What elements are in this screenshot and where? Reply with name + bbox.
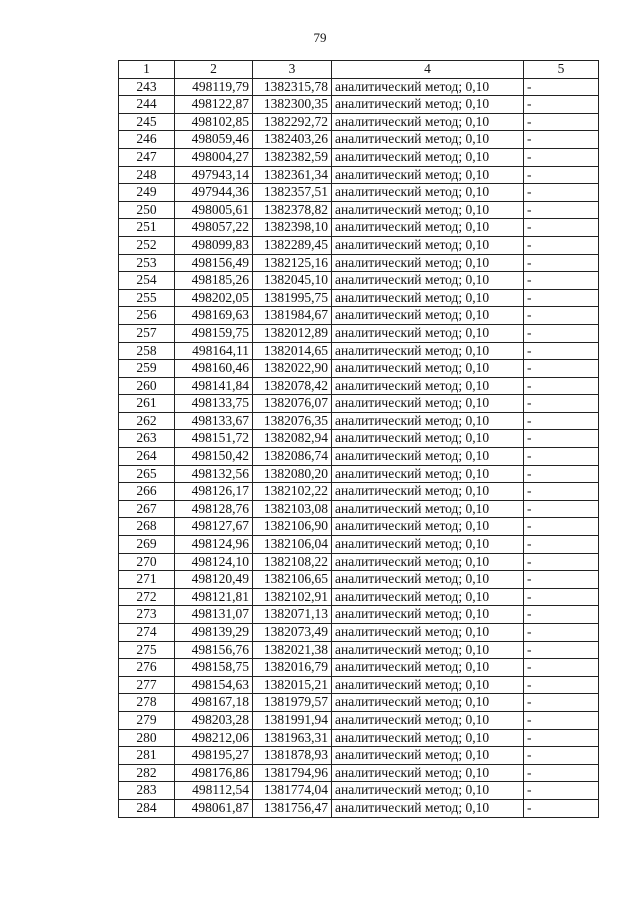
x-coordinate-cell: 498159,75: [175, 324, 253, 342]
table-body: [119, 78, 599, 817]
table-row: [119, 131, 599, 149]
method-cell: аналитический метод; 0,10: [332, 483, 524, 501]
table-row: [119, 342, 599, 360]
table-row: [119, 676, 599, 694]
point-number-cell: 249: [119, 184, 175, 202]
note-cell: -: [524, 588, 599, 606]
note-cell: -: [524, 536, 599, 554]
y-coordinate-cell: 1382315,78: [253, 78, 332, 96]
method-cell: аналитический метод; 0,10: [332, 553, 524, 571]
y-coordinate-cell: 1381774,04: [253, 782, 332, 800]
note-cell: -: [524, 694, 599, 712]
point-number-cell: 283: [119, 782, 175, 800]
table-row: [119, 324, 599, 342]
y-coordinate-cell: 1382103,08: [253, 500, 332, 518]
table-row: [119, 96, 599, 114]
y-coordinate-cell: 1382045,10: [253, 272, 332, 290]
method-cell: аналитический метод; 0,10: [332, 606, 524, 624]
x-coordinate-cell: 498133,67: [175, 412, 253, 430]
point-number-cell: 246: [119, 131, 175, 149]
method-cell: аналитический метод; 0,10: [332, 148, 524, 166]
y-coordinate-cell: 1382289,45: [253, 236, 332, 254]
y-coordinate-cell: 1382292,72: [253, 113, 332, 131]
x-coordinate-cell: 498119,79: [175, 78, 253, 96]
x-coordinate-cell: 498160,46: [175, 360, 253, 378]
point-number-cell: 258: [119, 342, 175, 360]
y-coordinate-cell: 1382012,89: [253, 324, 332, 342]
method-cell: аналитический метод; 0,10: [332, 430, 524, 448]
x-coordinate-cell: 498167,18: [175, 694, 253, 712]
x-coordinate-cell: 498126,17: [175, 483, 253, 501]
table-row: [119, 307, 599, 325]
column-header-3: 3: [253, 61, 332, 79]
point-number-cell: 280: [119, 729, 175, 747]
x-coordinate-cell: 498004,27: [175, 148, 253, 166]
note-cell: -: [524, 360, 599, 378]
y-coordinate-cell: 1382076,35: [253, 412, 332, 430]
method-cell: аналитический метод; 0,10: [332, 96, 524, 114]
note-cell: -: [524, 500, 599, 518]
x-coordinate-cell: 497944,36: [175, 184, 253, 202]
note-cell: -: [524, 782, 599, 800]
method-cell: аналитический метод; 0,10: [332, 799, 524, 817]
page-number: 79: [313, 30, 327, 45]
note-cell: -: [524, 219, 599, 237]
table-row: [119, 641, 599, 659]
point-number-cell: 250: [119, 201, 175, 219]
x-coordinate-cell: 498195,27: [175, 747, 253, 765]
method-cell: аналитический метод; 0,10: [332, 166, 524, 184]
table-row: [119, 747, 599, 765]
point-number-cell: 276: [119, 659, 175, 677]
table-row: [119, 606, 599, 624]
x-coordinate-cell: 498169,63: [175, 307, 253, 325]
note-cell: -: [524, 166, 599, 184]
method-cell: аналитический метод; 0,10: [332, 711, 524, 729]
point-number-cell: 247: [119, 148, 175, 166]
y-coordinate-cell: 1382014,65: [253, 342, 332, 360]
method-cell: аналитический метод; 0,10: [332, 395, 524, 413]
note-cell: -: [524, 96, 599, 114]
point-number-cell: 272: [119, 588, 175, 606]
point-number-cell: 265: [119, 465, 175, 483]
method-cell: аналитический метод; 0,10: [332, 131, 524, 149]
x-coordinate-cell: 498156,76: [175, 641, 253, 659]
table-row: [119, 799, 599, 817]
point-number-cell: 255: [119, 289, 175, 307]
method-cell: аналитический метод; 0,10: [332, 360, 524, 378]
note-cell: -: [524, 553, 599, 571]
table-row: [119, 254, 599, 272]
point-number-cell: 261: [119, 395, 175, 413]
y-coordinate-cell: 1382382,59: [253, 148, 332, 166]
table-row: [119, 483, 599, 501]
table-row: [119, 395, 599, 413]
y-coordinate-cell: 1381984,67: [253, 307, 332, 325]
table-row: [119, 412, 599, 430]
x-coordinate-cell: 498059,46: [175, 131, 253, 149]
note-cell: -: [524, 729, 599, 747]
point-number-cell: 263: [119, 430, 175, 448]
y-coordinate-cell: 1382022,90: [253, 360, 332, 378]
table-row: [119, 465, 599, 483]
point-number-cell: 264: [119, 448, 175, 466]
table-row: [119, 729, 599, 747]
y-coordinate-cell: 1382378,82: [253, 201, 332, 219]
method-cell: аналитический метод; 0,10: [332, 659, 524, 677]
header-row: [119, 61, 599, 79]
method-cell: аналитический метод; 0,10: [332, 747, 524, 765]
table-row: [119, 377, 599, 395]
x-coordinate-cell: 498185,26: [175, 272, 253, 290]
note-cell: -: [524, 236, 599, 254]
x-coordinate-cell: 498154,63: [175, 676, 253, 694]
table-header: [119, 61, 599, 79]
table-row: [119, 518, 599, 536]
note-cell: -: [524, 711, 599, 729]
x-coordinate-cell: 498132,56: [175, 465, 253, 483]
note-cell: -: [524, 148, 599, 166]
method-cell: аналитический метод; 0,10: [332, 289, 524, 307]
table-row: [119, 430, 599, 448]
y-coordinate-cell: 1381756,47: [253, 799, 332, 817]
y-coordinate-cell: 1382016,79: [253, 659, 332, 677]
point-number-cell: 277: [119, 676, 175, 694]
y-coordinate-cell: 1381979,57: [253, 694, 332, 712]
x-coordinate-cell: 498158,75: [175, 659, 253, 677]
y-coordinate-cell: 1382125,16: [253, 254, 332, 272]
x-coordinate-cell: 498127,67: [175, 518, 253, 536]
table-row: [119, 201, 599, 219]
point-number-cell: 267: [119, 500, 175, 518]
table-row: [119, 553, 599, 571]
point-number-cell: 254: [119, 272, 175, 290]
x-coordinate-cell: 498202,05: [175, 289, 253, 307]
point-number-cell: 245: [119, 113, 175, 131]
x-coordinate-cell: 498005,61: [175, 201, 253, 219]
y-coordinate-cell: 1382106,65: [253, 571, 332, 589]
table-row: [119, 694, 599, 712]
note-cell: -: [524, 289, 599, 307]
method-cell: аналитический метод; 0,10: [332, 518, 524, 536]
table-row: [119, 588, 599, 606]
x-coordinate-cell: 498124,96: [175, 536, 253, 554]
method-cell: аналитический метод; 0,10: [332, 676, 524, 694]
note-cell: -: [524, 571, 599, 589]
point-number-cell: 244: [119, 96, 175, 114]
note-cell: -: [524, 518, 599, 536]
point-number-cell: 274: [119, 624, 175, 642]
coordinates-table: [118, 60, 599, 818]
x-coordinate-cell: 498102,85: [175, 113, 253, 131]
point-number-cell: 260: [119, 377, 175, 395]
note-cell: -: [524, 342, 599, 360]
point-number-cell: 256: [119, 307, 175, 325]
y-coordinate-cell: 1381878,93: [253, 747, 332, 765]
method-cell: аналитический метод; 0,10: [332, 219, 524, 237]
table-row: [119, 166, 599, 184]
point-number-cell: 259: [119, 360, 175, 378]
y-coordinate-cell: 1382403,26: [253, 131, 332, 149]
point-number-cell: 268: [119, 518, 175, 536]
x-coordinate-cell: 497943,14: [175, 166, 253, 184]
method-cell: аналитический метод; 0,10: [332, 254, 524, 272]
point-number-cell: 266: [119, 483, 175, 501]
x-coordinate-cell: 498212,06: [175, 729, 253, 747]
y-coordinate-cell: 1381963,31: [253, 729, 332, 747]
note-cell: -: [524, 377, 599, 395]
table-row: [119, 711, 599, 729]
method-cell: аналитический метод; 0,10: [332, 624, 524, 642]
note-cell: -: [524, 201, 599, 219]
x-coordinate-cell: 498112,54: [175, 782, 253, 800]
note-cell: -: [524, 307, 599, 325]
y-coordinate-cell: 1382398,10: [253, 219, 332, 237]
method-cell: аналитический метод; 0,10: [332, 764, 524, 782]
table-row: [119, 272, 599, 290]
column-header-4: 4: [332, 61, 524, 79]
x-coordinate-cell: 498131,07: [175, 606, 253, 624]
x-coordinate-cell: 498057,22: [175, 219, 253, 237]
y-coordinate-cell: 1382021,38: [253, 641, 332, 659]
method-cell: аналитический метод; 0,10: [332, 307, 524, 325]
x-coordinate-cell: 498122,87: [175, 96, 253, 114]
y-coordinate-cell: 1381794,96: [253, 764, 332, 782]
point-number-cell: 269: [119, 536, 175, 554]
note-cell: -: [524, 606, 599, 624]
x-coordinate-cell: 498151,72: [175, 430, 253, 448]
table-row: [119, 624, 599, 642]
table-row: [119, 219, 599, 237]
method-cell: аналитический метод; 0,10: [332, 113, 524, 131]
y-coordinate-cell: 1381991,94: [253, 711, 332, 729]
column-header-1: 1: [119, 61, 175, 79]
note-cell: -: [524, 78, 599, 96]
x-coordinate-cell: 498121,81: [175, 588, 253, 606]
y-coordinate-cell: 1382073,49: [253, 624, 332, 642]
note-cell: -: [524, 448, 599, 466]
note-cell: -: [524, 324, 599, 342]
x-coordinate-cell: 498156,49: [175, 254, 253, 272]
note-cell: -: [524, 184, 599, 202]
note-cell: -: [524, 412, 599, 430]
note-cell: -: [524, 113, 599, 131]
point-number-cell: 248: [119, 166, 175, 184]
method-cell: аналитический метод; 0,10: [332, 536, 524, 554]
table-row: [119, 536, 599, 554]
method-cell: аналитический метод; 0,10: [332, 377, 524, 395]
y-coordinate-cell: 1382300,35: [253, 96, 332, 114]
method-cell: аналитический метод; 0,10: [332, 729, 524, 747]
method-cell: аналитический метод; 0,10: [332, 641, 524, 659]
point-number-cell: 252: [119, 236, 175, 254]
point-number-cell: 284: [119, 799, 175, 817]
table-row: [119, 148, 599, 166]
x-coordinate-cell: 498124,10: [175, 553, 253, 571]
note-cell: -: [524, 483, 599, 501]
note-cell: -: [524, 465, 599, 483]
y-coordinate-cell: 1382071,13: [253, 606, 332, 624]
table-row: [119, 289, 599, 307]
method-cell: аналитический метод; 0,10: [332, 412, 524, 430]
table-row: [119, 764, 599, 782]
x-coordinate-cell: 498141,84: [175, 377, 253, 395]
note-cell: -: [524, 624, 599, 642]
point-number-cell: 243: [119, 78, 175, 96]
note-cell: -: [524, 430, 599, 448]
note-cell: -: [524, 272, 599, 290]
y-coordinate-cell: 1382108,22: [253, 553, 332, 571]
table-row: [119, 184, 599, 202]
method-cell: аналитический метод; 0,10: [332, 184, 524, 202]
method-cell: аналитический метод; 0,10: [332, 588, 524, 606]
y-coordinate-cell: 1381995,75: [253, 289, 332, 307]
y-coordinate-cell: 1382082,94: [253, 430, 332, 448]
point-number-cell: 253: [119, 254, 175, 272]
note-cell: -: [524, 764, 599, 782]
table-row: [119, 448, 599, 466]
method-cell: аналитический метод; 0,10: [332, 342, 524, 360]
point-number-cell: 278: [119, 694, 175, 712]
note-cell: -: [524, 659, 599, 677]
y-coordinate-cell: 1382106,90: [253, 518, 332, 536]
x-coordinate-cell: 498061,87: [175, 799, 253, 817]
y-coordinate-cell: 1382080,20: [253, 465, 332, 483]
point-number-cell: 262: [119, 412, 175, 430]
x-coordinate-cell: 498139,29: [175, 624, 253, 642]
point-number-cell: 273: [119, 606, 175, 624]
method-cell: аналитический метод; 0,10: [332, 78, 524, 96]
point-number-cell: 270: [119, 553, 175, 571]
method-cell: аналитический метод; 0,10: [332, 465, 524, 483]
column-header-5: 5: [524, 61, 599, 79]
method-cell: аналитический метод; 0,10: [332, 324, 524, 342]
note-cell: -: [524, 747, 599, 765]
table-row: [119, 113, 599, 131]
x-coordinate-cell: 498150,42: [175, 448, 253, 466]
note-cell: -: [524, 676, 599, 694]
y-coordinate-cell: 1382086,74: [253, 448, 332, 466]
note-cell: -: [524, 395, 599, 413]
point-number-cell: 275: [119, 641, 175, 659]
table-row: [119, 78, 599, 96]
note-cell: -: [524, 641, 599, 659]
note-cell: -: [524, 799, 599, 817]
y-coordinate-cell: 1382015,21: [253, 676, 332, 694]
note-cell: -: [524, 254, 599, 272]
table-row: [119, 500, 599, 518]
method-cell: аналитический метод; 0,10: [332, 571, 524, 589]
y-coordinate-cell: 1382102,91: [253, 588, 332, 606]
table-row: [119, 571, 599, 589]
method-cell: аналитический метод; 0,10: [332, 694, 524, 712]
point-number-cell: 257: [119, 324, 175, 342]
x-coordinate-cell: 498099,83: [175, 236, 253, 254]
x-coordinate-cell: 498203,28: [175, 711, 253, 729]
point-number-cell: 251: [119, 219, 175, 237]
y-coordinate-cell: 1382078,42: [253, 377, 332, 395]
point-number-cell: 271: [119, 571, 175, 589]
point-number-cell: 279: [119, 711, 175, 729]
y-coordinate-cell: 1382106,04: [253, 536, 332, 554]
x-coordinate-cell: 498164,11: [175, 342, 253, 360]
table-row: [119, 236, 599, 254]
x-coordinate-cell: 498128,76: [175, 500, 253, 518]
x-coordinate-cell: 498120,49: [175, 571, 253, 589]
method-cell: аналитический метод; 0,10: [332, 201, 524, 219]
method-cell: аналитический метод; 0,10: [332, 448, 524, 466]
method-cell: аналитический метод; 0,10: [332, 782, 524, 800]
y-coordinate-cell: 1382102,22: [253, 483, 332, 501]
point-number-cell: 282: [119, 764, 175, 782]
table-row: [119, 360, 599, 378]
y-coordinate-cell: 1382361,34: [253, 166, 332, 184]
column-header-2: 2: [175, 61, 253, 79]
y-coordinate-cell: 1382076,07: [253, 395, 332, 413]
table-row: [119, 782, 599, 800]
method-cell: аналитический метод; 0,10: [332, 272, 524, 290]
note-cell: -: [524, 131, 599, 149]
y-coordinate-cell: 1382357,51: [253, 184, 332, 202]
x-coordinate-cell: 498133,75: [175, 395, 253, 413]
method-cell: аналитический метод; 0,10: [332, 236, 524, 254]
table-row: [119, 659, 599, 677]
x-coordinate-cell: 498176,86: [175, 764, 253, 782]
method-cell: аналитический метод; 0,10: [332, 500, 524, 518]
point-number-cell: 281: [119, 747, 175, 765]
